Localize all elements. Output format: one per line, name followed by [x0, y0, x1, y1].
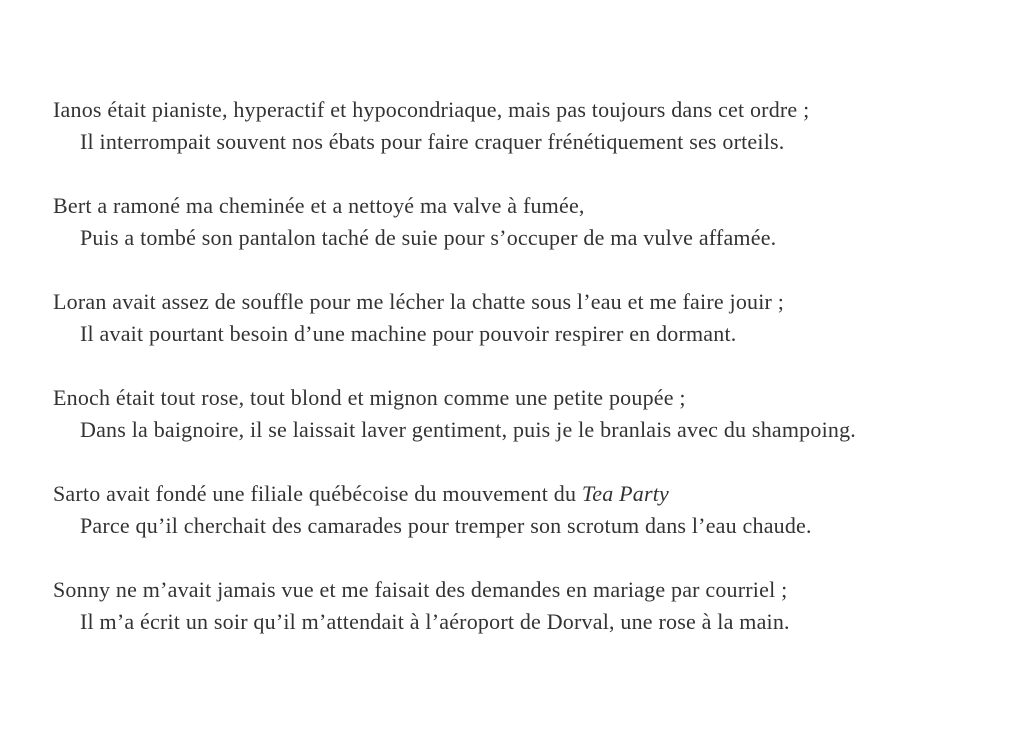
couplet-2	[53, 190, 983, 254]
verse-line: Parce qu’il cherchait des camarades pour tremper son scrotum dans l’eau chaude.	[80, 513, 812, 538]
verse-line: Puis a tombé son pantalon taché de suie pour s’occuper de ma vulve affamée.	[80, 225, 777, 250]
verse-line	[53, 478, 983, 510]
verse-line-text: Sarto avait fondé une filiale québécoise du mouvement du	[53, 481, 582, 506]
verse-line: Il avait pourtant besoin d’une machine pour pouvoir respirer en dormant.	[80, 321, 737, 346]
verse-line: Bert a ramoné ma cheminée et a nettoyé ma valve à fumée,	[53, 193, 585, 218]
verse-line: Sonny ne m’avait jamais vue et me faisait des demandes en mariage par courriel ;	[53, 577, 788, 602]
couplet-4	[53, 382, 983, 446]
verse-line: Il m’a écrit un soir qu’il m’attendait à l’aéroport de Dorval, une rose à la main.	[80, 609, 790, 634]
couplet-1	[53, 94, 983, 158]
verse-line: Ianos était pianiste, hyperactif et hypocondriaque, mais pas toujours dans cet ordre ;	[53, 97, 810, 122]
couplet-6	[53, 574, 983, 638]
poem-text-block	[53, 94, 983, 670]
verse-line: Dans la baignoire, il se laissait laver gentiment, puis je le branlais avec du shampoing.	[80, 417, 856, 442]
verse-line-italic-text: Tea Party	[581, 481, 670, 506]
verse-line: Il interrompait souvent nos ébats pour faire craquer frénétiquement ses orteils.	[80, 129, 785, 154]
couplet-3	[53, 286, 983, 350]
verse-line: Enoch était tout rose, tout blond et mignon comme une petite poupée ;	[53, 385, 686, 410]
verse-line: Loran avait assez de souffle pour me lécher la chatte sous l’eau et me faire jouir ;	[53, 289, 785, 314]
couplet-5	[53, 478, 983, 542]
